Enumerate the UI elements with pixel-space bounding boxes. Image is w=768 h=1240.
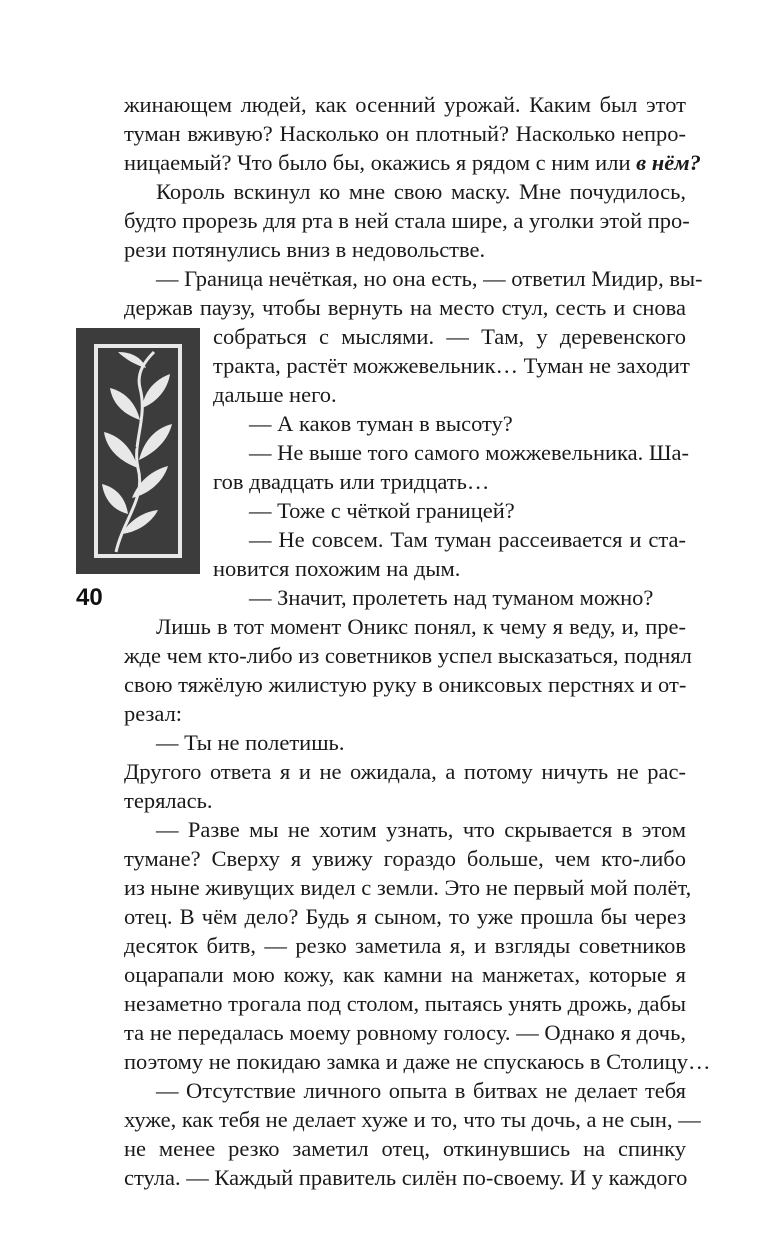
text-line: из ныне живущих видел с земли. Это не первый мой полёт, <box>124 875 692 900</box>
text-line: — Тоже с чёткой границей? <box>249 498 515 523</box>
text-line: новится похожим на дым. <box>213 556 461 581</box>
leafy-vine-ornament-icon <box>76 328 200 574</box>
text-line: отец. В чём дело? Будь я сыном, то уже прошла бы через <box>124 904 686 929</box>
text-line: — Разве мы не хотим узнать, что скрывается в этом <box>156 817 686 842</box>
text-line: свою тяжёлую жилистую руку в ониксовых перстнях и от- <box>124 672 687 697</box>
text-line: дальше него. <box>213 382 337 407</box>
text-line: не менее резко заметил отец, откинувшись на спинку <box>124 1136 686 1161</box>
text-line: десяток битв, — резко заметила я, и взгляды советников <box>124 933 686 958</box>
text-line: жде чем кто-либо из советников успел высказаться, поднял <box>124 643 692 668</box>
page-number: 40 <box>76 584 103 611</box>
text-line: терялась. <box>124 788 213 813</box>
text-line: Лишь в тот момент Оникс понял, к чему я веду, и, пре- <box>156 614 686 639</box>
italic-emphasis: в нём? <box>636 150 701 175</box>
text-line: тракта, растёт можжевельник… Туман не заходит <box>213 353 690 378</box>
text-line: — Ты не полетишь. <box>156 730 345 755</box>
text-line-main: ницаемый? Что было бы, окажись я рядом с ним или <box>124 150 637 175</box>
text-line: та не передалась моему ровному голосу. — Однако я дочь, <box>124 1020 686 1045</box>
text-line: незаметно трогала под столом, пытаясь унять дрожь, дабы <box>124 991 687 1016</box>
text-line: резал: <box>124 701 183 726</box>
text-line: — Значит, пролететь над туманом можно? <box>249 585 654 610</box>
text-line: Король вскинул ко мне свою маску. Мне почудилось, <box>156 179 686 204</box>
text-line: держав паузу, чтобы вернуть на место стул, сесть и снова <box>124 295 686 320</box>
text-line: оцарапали мою кожу, как камни на манжетах, которые я <box>124 962 686 987</box>
text-line: будто прорезь для рта в ней стала шире, а уголки этой про- <box>124 208 690 233</box>
text-line: — Граница нечёткая, но она есть, — ответил Мидир, вы- <box>156 266 703 291</box>
text-line: тумане? Сверху я увижу гораздо больше, чем кто-либо <box>124 846 686 871</box>
text-line: гов двадцать или тридцать… <box>213 469 490 494</box>
text-line: — А каков туман в высоту? <box>249 411 513 436</box>
text-line: — Не выше того самого можжевельника. Ша- <box>249 440 690 465</box>
text-line: хуже, как тебя не делает хуже и то, что ты дочь, а не сын, — <box>124 1107 701 1132</box>
text-line: Другого ответа я и не ожидала, а потому ничуть не рас- <box>124 759 686 784</box>
text-line: собраться с мыслями. — Там, у деревенского <box>213 324 686 349</box>
text-line: жинающем людей, как осенний урожай. Каким был этот <box>124 92 686 117</box>
text-line: поэтому не покидаю замка и даже не спускаюсь в Столицу… <box>124 1049 711 1074</box>
text-line: туман вживую? Насколько он плотный? Насколько непро- <box>124 121 686 146</box>
text-line: рези потянулись вниз в недовольстве. <box>124 237 486 262</box>
text-line: — Не совсем. Там туман рассеивается и ста- <box>249 527 686 552</box>
text-line: — Отсутствие личного опыта в битвах не делает тебя <box>156 1078 686 1103</box>
text-line <box>124 148 701 177</box>
text-line: стула. — Каждый правитель силён по-своему. И у каждого <box>124 1165 688 1190</box>
